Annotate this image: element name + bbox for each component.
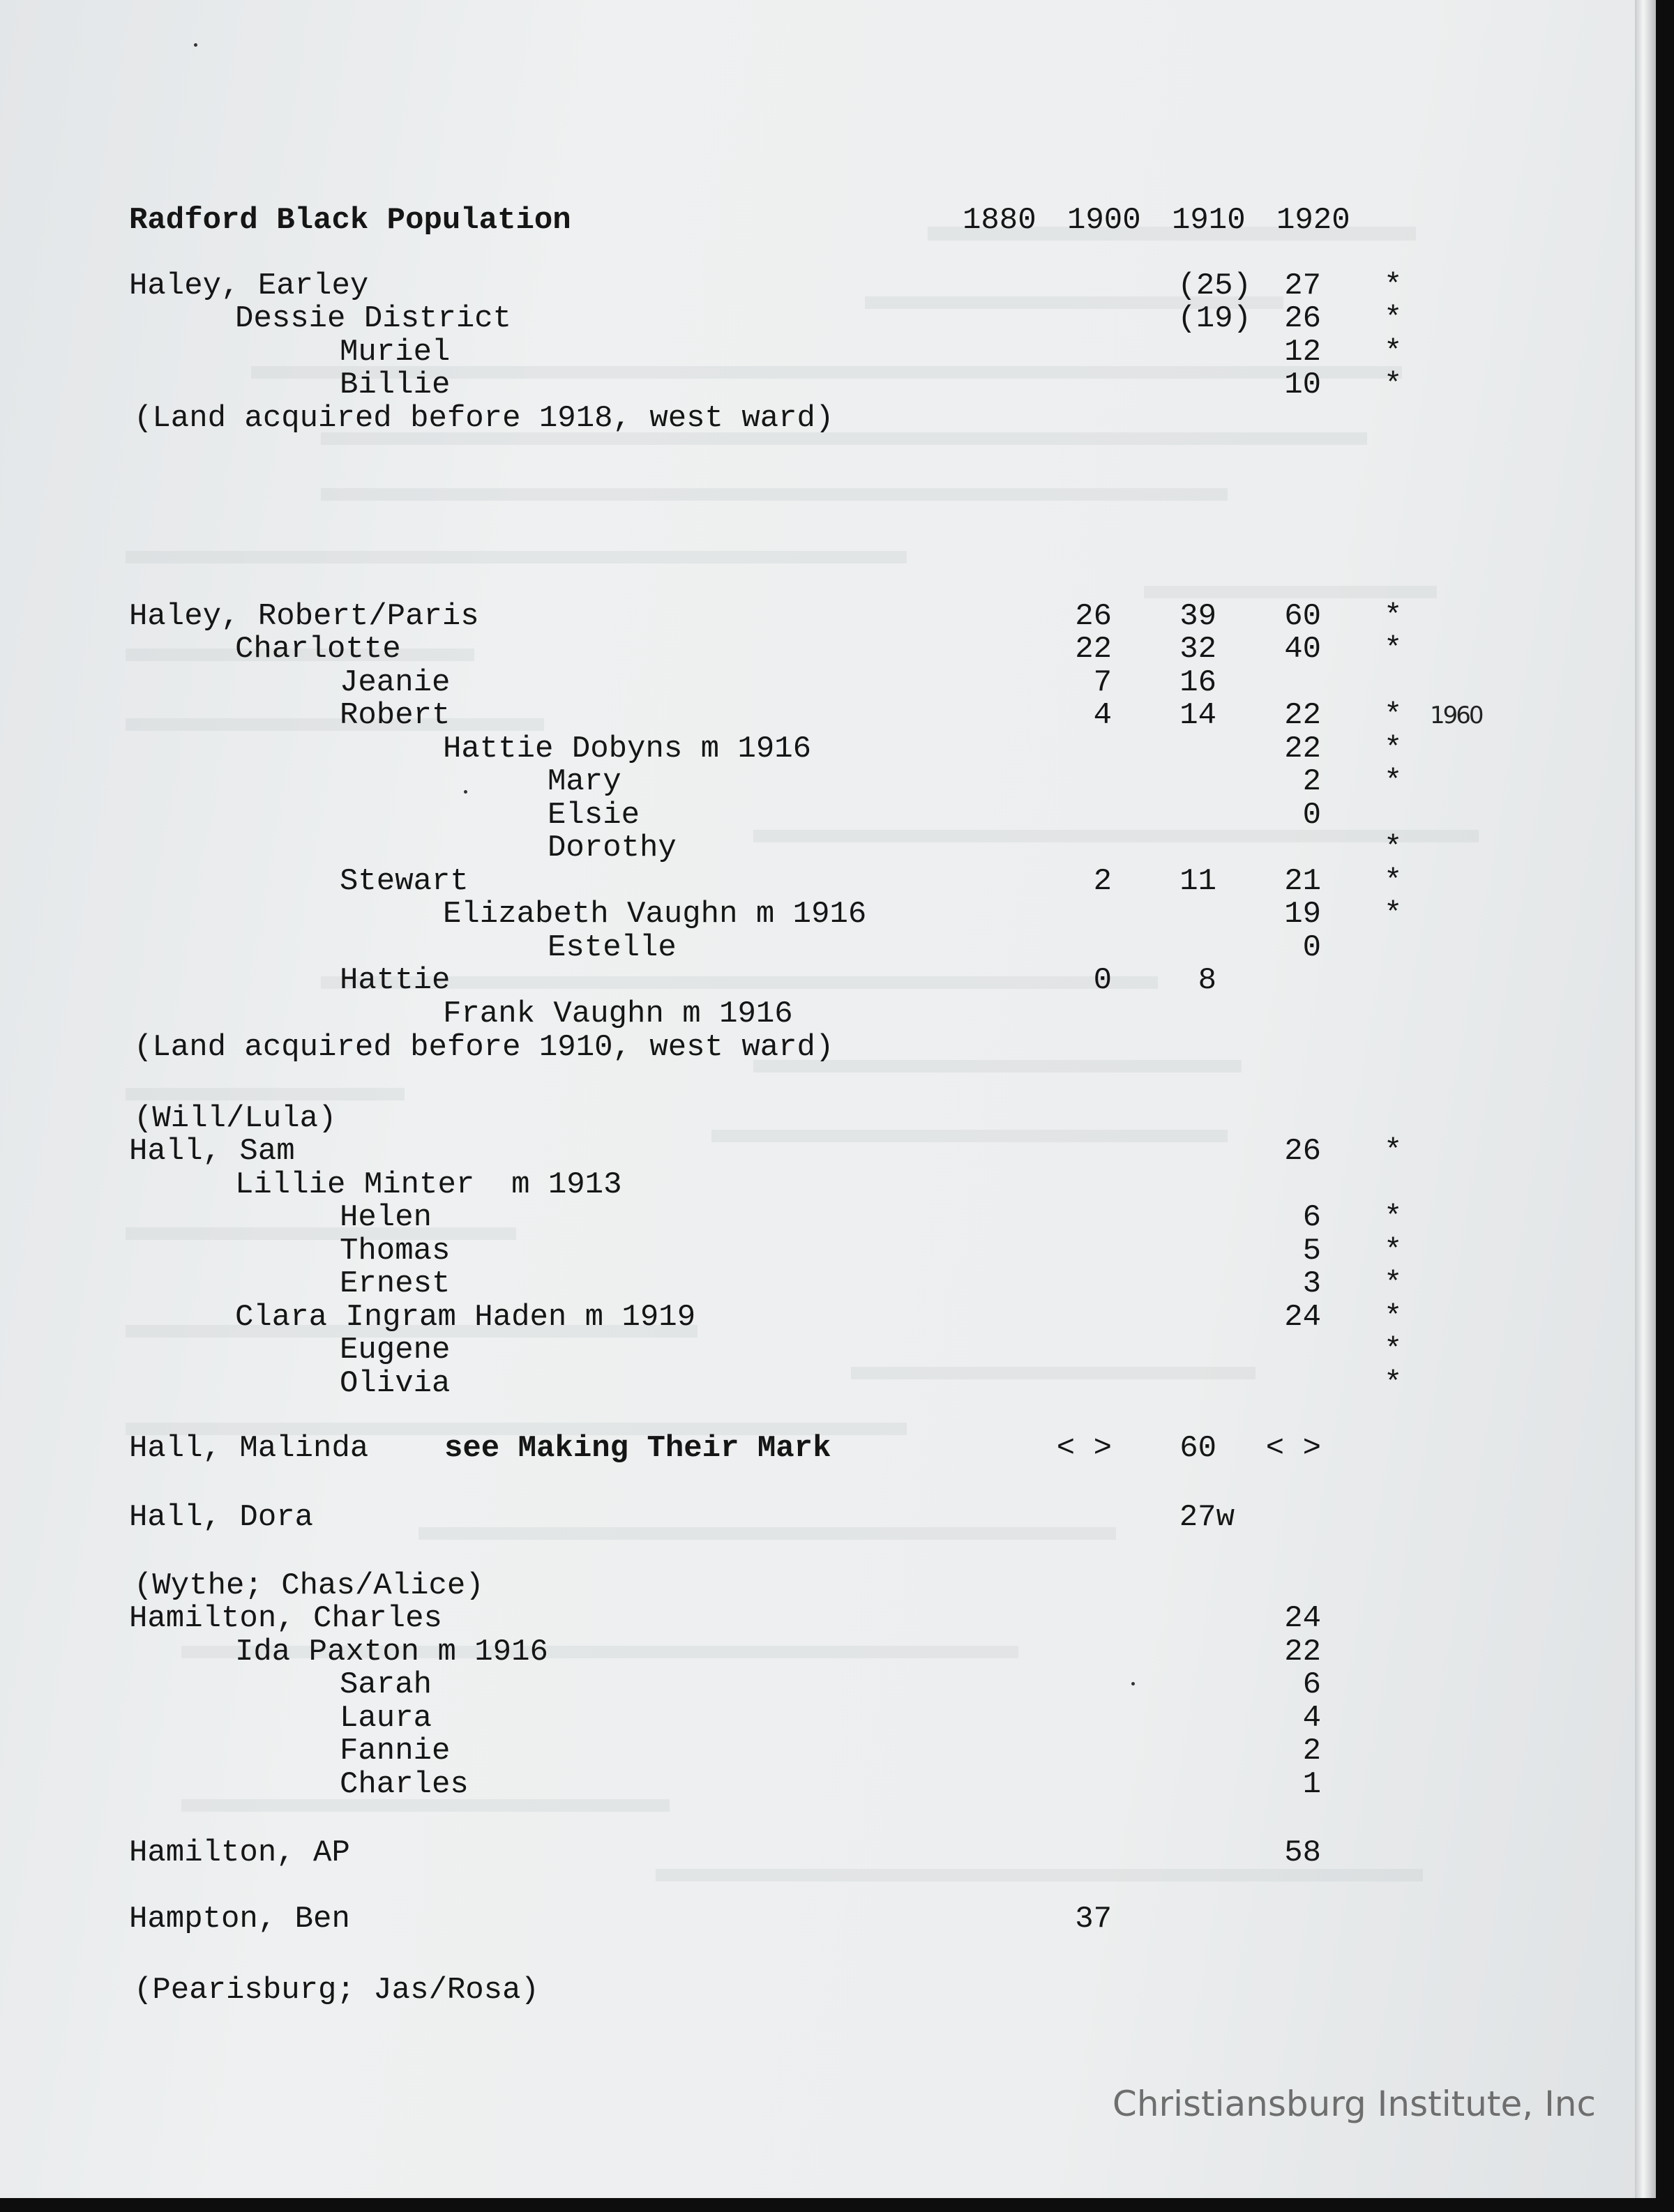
mark: * — [1384, 764, 1403, 799]
entry-name: Haley, Robert/Paris — [129, 599, 479, 634]
mark: * — [1384, 1134, 1403, 1169]
entry-name: Helen — [340, 1200, 432, 1235]
entry-name: Elsie — [548, 798, 640, 833]
entry-name: Hampton, Ben — [129, 1902, 350, 1937]
entry-name: Hamilton, AP — [129, 1835, 350, 1870]
year-1910: 1910 — [1172, 203, 1246, 238]
entry-name: Muriel — [340, 335, 451, 370]
entry-name: Olivia — [340, 1366, 451, 1401]
count-1920: 60 — [1284, 599, 1321, 634]
mark: * — [1384, 831, 1403, 865]
entry-name: Stewart — [340, 864, 469, 899]
count-1910: 32 — [1179, 632, 1216, 667]
count-1920: 22 — [1284, 1635, 1321, 1669]
mark: * — [1384, 1266, 1403, 1301]
entry-name: Billie — [340, 368, 451, 402]
entry-name: Mary — [548, 764, 621, 799]
land-note: (Land acquired before 1910, west ward) — [134, 1030, 834, 1065]
entry-name: Ida Paxton m 1916 — [235, 1635, 548, 1669]
entry-name: Clara Ingram Haden m 1919 — [235, 1300, 696, 1335]
count-1920: 0 — [1302, 930, 1321, 965]
count-1900: < > — [1056, 1431, 1112, 1466]
count-1920: 24 — [1284, 1300, 1321, 1335]
mark: * — [1384, 632, 1403, 667]
mark: * — [1384, 732, 1403, 766]
entry-name: Dorothy — [548, 831, 677, 865]
count-1910: 60 — [1179, 1431, 1216, 1466]
document-title: Radford Black Population — [129, 203, 571, 238]
entry-name: Thomas — [340, 1234, 451, 1268]
mark: * — [1384, 1366, 1403, 1401]
count-1920: 27 — [1284, 268, 1321, 303]
entry-name: Hall, Dora — [129, 1500, 314, 1535]
count-1920: 40 — [1284, 632, 1321, 667]
mark: * — [1384, 335, 1403, 370]
entry-name: Lillie Minter m 1913 — [235, 1167, 622, 1202]
mark: * — [1384, 268, 1403, 303]
count-1910: 11 — [1179, 864, 1216, 899]
year-1900: 1900 — [1067, 203, 1141, 238]
count-1900: 0 — [1093, 963, 1112, 998]
count-1910: 8 — [1198, 963, 1216, 998]
cross-reference: see Making Their Mark — [444, 1431, 831, 1466]
count-1920: 1 — [1302, 1767, 1321, 1802]
entry-name: Hattie — [340, 963, 451, 998]
count-1900: 7 — [1093, 665, 1112, 700]
entry-name: Hamilton, Charles — [129, 1601, 442, 1636]
count-1920: 22 — [1284, 732, 1321, 766]
entry-name: Fannie — [340, 1734, 451, 1768]
entry-name: Hall, Malinda — [129, 1431, 369, 1466]
entry-name: Eugene — [340, 1333, 451, 1368]
mark: * — [1384, 1234, 1403, 1268]
count-1920: 24 — [1284, 1601, 1321, 1636]
count-1900: 4 — [1093, 698, 1112, 733]
count-1910: (19) — [1177, 301, 1251, 336]
year-1920: 1920 — [1276, 203, 1350, 238]
count-1920: 26 — [1284, 301, 1321, 336]
entry-name: Laura — [340, 1701, 432, 1736]
count-1920: 2 — [1302, 764, 1321, 799]
count-1920: 19 — [1284, 897, 1321, 932]
entry-name: Hattie Dobyns m 1916 — [443, 732, 812, 766]
handwritten-1960: 1960 — [1430, 702, 1482, 729]
entry-name: Sarah — [340, 1667, 432, 1702]
parents-note: (Will/Lula) — [134, 1101, 337, 1136]
count-1920: 22 — [1284, 698, 1321, 733]
count-1920: 21 — [1284, 864, 1321, 899]
entry-name: Charlotte — [235, 632, 401, 667]
count-1920: 4 — [1302, 1701, 1321, 1736]
count-1920: 6 — [1302, 1667, 1321, 1702]
entry-name: Jeanie — [340, 665, 451, 700]
count-1920: 12 — [1284, 335, 1321, 370]
count-1910: 39 — [1179, 599, 1216, 634]
count-1920: 58 — [1284, 1835, 1321, 1870]
watermark: Christiansburg Institute, Inc — [1112, 2084, 1596, 2124]
count-1900: 22 — [1075, 632, 1112, 667]
entry-name: Haley, Earley — [129, 268, 369, 303]
speck — [1131, 1682, 1135, 1685]
count-1920: 6 — [1302, 1200, 1321, 1235]
count-1900: 26 — [1075, 599, 1112, 634]
year-1880: 1880 — [963, 203, 1036, 238]
count-1900: 37 — [1075, 1902, 1112, 1937]
entry-name: Dessie District — [235, 301, 512, 336]
entry-name: Robert — [340, 698, 451, 733]
count-1910: 27w — [1179, 1500, 1235, 1535]
count-1920: 3 — [1302, 1266, 1321, 1301]
entry-name: Frank Vaughn m 1916 — [443, 997, 793, 1031]
speck — [194, 43, 197, 47]
mark: * — [1384, 599, 1403, 634]
count-1900: 2 — [1093, 864, 1112, 899]
count-1920: 10 — [1284, 368, 1321, 402]
mark: * — [1384, 698, 1403, 733]
count-1920: 2 — [1302, 1734, 1321, 1768]
entry-name: Charles — [340, 1767, 469, 1802]
parents-note: (Wythe; Chas/Alice) — [134, 1568, 484, 1603]
entry-name: Estelle — [548, 930, 677, 965]
count-1920: < > — [1265, 1431, 1321, 1466]
mark: * — [1384, 1333, 1403, 1368]
count-1920: 0 — [1302, 798, 1321, 833]
entry-name: Hall, Sam — [129, 1134, 295, 1169]
count-1920: 5 — [1302, 1234, 1321, 1268]
entry-name: Ernest — [340, 1266, 451, 1301]
mark: * — [1384, 1200, 1403, 1235]
mark: * — [1384, 864, 1403, 899]
mark: * — [1384, 301, 1403, 336]
land-note: (Land acquired before 1918, west ward) — [134, 401, 834, 436]
count-1910: 16 — [1179, 665, 1216, 700]
count-1910: (25) — [1177, 268, 1251, 303]
mark: * — [1384, 1300, 1403, 1335]
parents-note: (Pearisburg; Jas/Rosa) — [134, 1973, 539, 2008]
speck — [464, 790, 467, 794]
mark: * — [1384, 897, 1403, 932]
count-1920: 26 — [1284, 1134, 1321, 1169]
entry-name: Elizabeth Vaughn m 1916 — [443, 897, 867, 932]
count-1910: 14 — [1179, 698, 1216, 733]
mark: * — [1384, 368, 1403, 402]
